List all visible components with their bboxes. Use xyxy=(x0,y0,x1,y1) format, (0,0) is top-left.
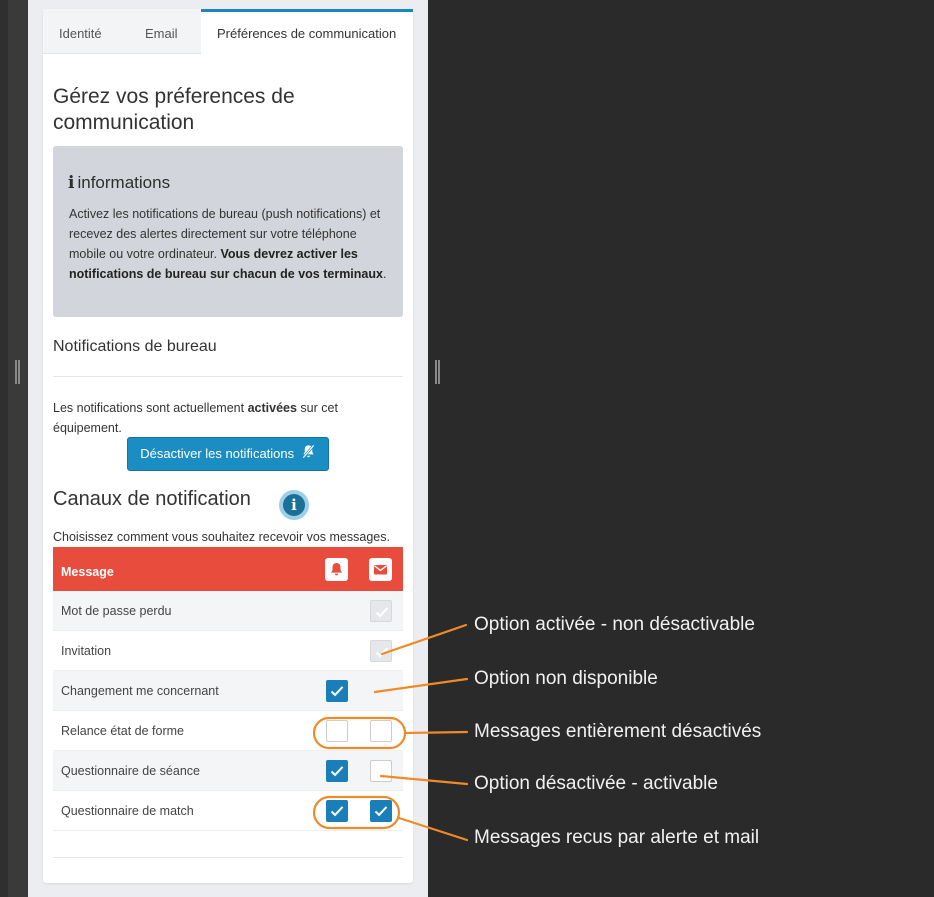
page-title: Gérez vos préferences de communication xyxy=(53,85,295,134)
mail-checkbox xyxy=(370,640,392,662)
info-text-intro: Activez les notifications de bureau (push notifications) et recevez des alertes directement sur votre téléphone mobile ou votre ordinateur. xyxy=(69,207,381,261)
tab-bar xyxy=(43,9,413,54)
tab-email[interactable]: Email xyxy=(145,26,178,41)
row-label: Changement me concernant xyxy=(61,684,219,698)
annotation-label: Messages entièrement désactivés xyxy=(474,721,762,742)
mail-checkbox xyxy=(370,600,392,622)
row-label: Questionnaire de séance xyxy=(61,764,200,778)
notification-status xyxy=(53,398,373,438)
alert-checkbox[interactable] xyxy=(326,720,348,742)
row-label: Questionnaire de match xyxy=(61,804,194,818)
mail-checkbox[interactable] xyxy=(370,720,392,742)
desktop-notifications-title: Notifications de bureau xyxy=(53,338,217,355)
table-row xyxy=(53,711,403,751)
mail-checkbox[interactable] xyxy=(370,800,392,822)
annotation-label: Option non disponible xyxy=(474,668,658,689)
info-text xyxy=(69,204,394,284)
status-value: activées xyxy=(247,401,297,415)
channels-description: Choisissez comment vous souhaitez recevoir vos messages. xyxy=(53,530,390,544)
channels-title: Canaux de notification xyxy=(53,488,251,510)
mail-checkbox[interactable] xyxy=(370,760,392,782)
left-resize-handle[interactable] xyxy=(15,360,20,384)
table-header xyxy=(53,547,403,591)
envelope-icon xyxy=(369,558,392,581)
table-row xyxy=(53,591,403,631)
info-icon: i xyxy=(68,173,75,193)
disable-notifications-button[interactable] xyxy=(127,437,329,471)
header-message-label: Message xyxy=(61,565,114,579)
section-divider xyxy=(53,376,403,377)
tab-identity[interactable]: Identité xyxy=(59,26,102,41)
alert-checkbox[interactable] xyxy=(326,680,348,702)
table-row xyxy=(53,631,403,671)
table-row xyxy=(53,671,403,711)
preferences-card xyxy=(43,9,413,883)
table-row xyxy=(53,791,403,831)
info-circle-icon[interactable]: i xyxy=(279,490,309,520)
alert-checkbox[interactable] xyxy=(326,800,348,822)
annotation-label: Option activée - non désactivable xyxy=(474,614,755,635)
info-title-text: informations xyxy=(77,173,171,192)
table-row xyxy=(53,751,403,791)
annotation-label: Option désactivée - activable xyxy=(474,773,718,794)
status-prefix: Les notifications sont actuellement xyxy=(53,401,245,415)
info-box xyxy=(53,146,403,317)
bottom-divider xyxy=(53,857,403,858)
status-suffix: sur cet équipement. xyxy=(53,401,338,435)
info-title xyxy=(68,173,170,193)
bell-icon xyxy=(325,558,348,581)
row-label: Relance état de forme xyxy=(61,724,184,738)
right-resize-handle[interactable] xyxy=(435,360,440,384)
table-body xyxy=(53,591,403,831)
row-label: Mot de passe perdu xyxy=(61,604,172,618)
row-label: Invitation xyxy=(61,644,112,658)
tab-communication-preferences[interactable]: Préférences de communication xyxy=(201,9,413,55)
left-gutter xyxy=(0,0,8,897)
annotation-label: Messages recus par alerte et mail xyxy=(474,827,760,848)
bell-slash-icon xyxy=(301,439,316,471)
alert-checkbox[interactable] xyxy=(326,760,348,782)
left-strip xyxy=(8,0,28,897)
info-text-bold: Vous devrez activer les notifications de bureau sur chacun de vos terminaux xyxy=(69,247,383,281)
info-text-end: . xyxy=(382,267,387,281)
disable-notifications-label: Désactiver les notifications xyxy=(140,446,295,461)
channels-table xyxy=(53,547,403,831)
